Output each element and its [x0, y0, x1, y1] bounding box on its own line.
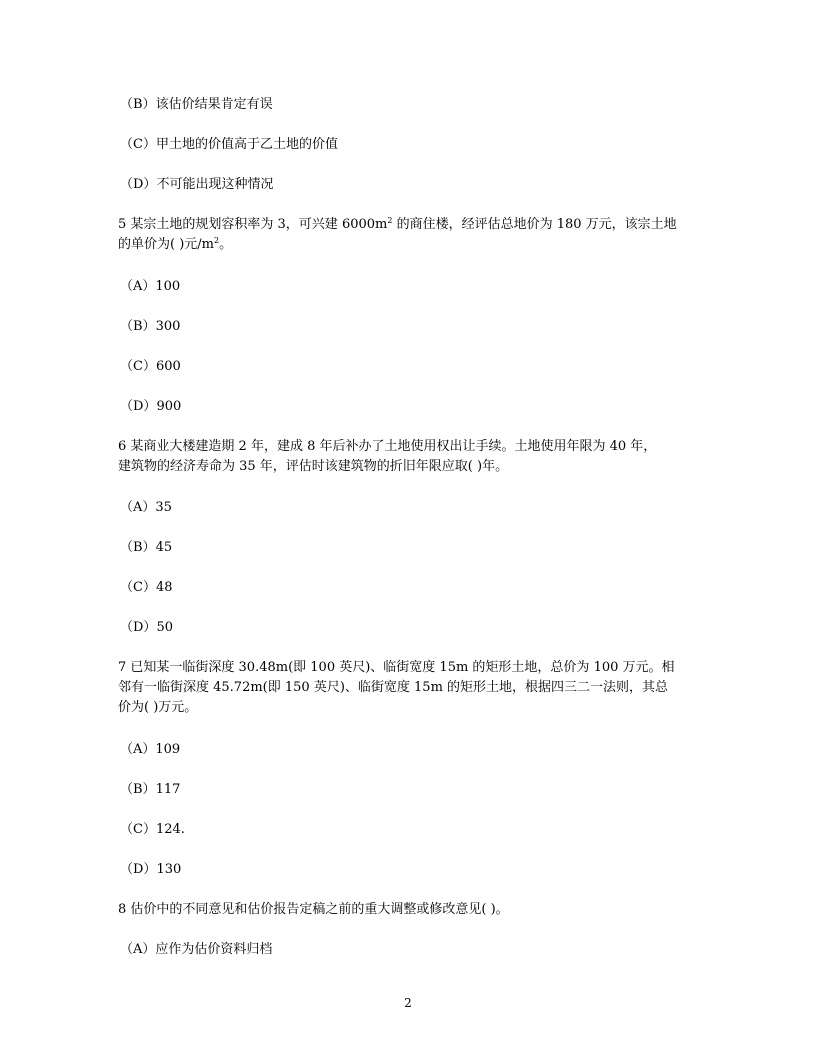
q7-option-a — [120, 740, 180, 760]
q7-stem-line-2: 邻有一临街深度 45.72m(即 150 英尺)、临街宽度 15m 的矩形土地，根据四三二一法则，其总 — [118, 680, 669, 695]
option-label: （A） — [120, 500, 156, 515]
option-text: 该估价结果肯定有误 — [155, 97, 273, 112]
q7-option-d — [120, 860, 181, 880]
q7-stem-line-3: 价为( )万元。 — [118, 700, 198, 715]
q6-option-b — [120, 538, 172, 558]
q6-stem — [118, 437, 698, 477]
option-label: （A） — [120, 942, 156, 957]
q8-stem-line-1: 8 估价中的不同意见和估价报告定稿之前的重大调整或修改意见( )。 — [118, 902, 509, 917]
option-label: （B） — [120, 782, 156, 797]
option-text: 300 — [155, 319, 181, 334]
option-text: 109 — [155, 742, 181, 757]
option-label: （D） — [120, 862, 157, 877]
q7-stem — [118, 658, 698, 718]
q5-text: 。 — [219, 237, 233, 252]
q7-option-c — [120, 820, 185, 840]
option-text: 不可能出现这种情况 — [156, 177, 274, 192]
option-text: 35 — [155, 500, 172, 515]
option-label: （C） — [120, 359, 156, 374]
option-label: （A） — [120, 742, 156, 757]
q4-option-b — [120, 95, 273, 115]
q6-option-c — [120, 578, 173, 598]
q5-text: 的商住楼，经评估总地价为 180 万元，该宗土地 — [392, 217, 677, 232]
option-text: 900 — [156, 399, 182, 414]
option-text: 48 — [155, 580, 173, 595]
option-text: 甲土地的价值高于乙土地的价值 — [155, 137, 338, 152]
option-text: 50 — [156, 620, 173, 635]
option-label: （B） — [120, 97, 156, 112]
q5-stem-line-1 — [118, 215, 698, 235]
option-text: 45 — [155, 540, 173, 555]
option-label: （D） — [120, 620, 157, 635]
q6-option-a — [120, 498, 172, 518]
superscript: 2 — [213, 236, 220, 245]
option-text: 124. — [155, 822, 185, 837]
q8-stem — [118, 900, 698, 920]
option-label: （C） — [120, 822, 156, 837]
q5-text: 5 某宗土地的规划容积率为 3，可兴建 6000m — [118, 217, 388, 232]
q5-option-a — [120, 277, 180, 297]
q4-option-d — [120, 175, 273, 195]
option-label: （B） — [120, 540, 156, 555]
option-text: 117 — [155, 782, 181, 797]
q7-option-b — [120, 780, 180, 800]
option-text: 应作为估价资料归档 — [155, 942, 273, 957]
q6-option-d — [120, 618, 173, 638]
q5-option-b — [120, 317, 180, 337]
option-label: （C） — [120, 137, 156, 152]
option-text: 100 — [155, 279, 181, 294]
page-number: 2 — [404, 996, 412, 1010]
q5-option-c — [120, 357, 181, 377]
option-label: （C） — [120, 580, 156, 595]
q8-option-a — [120, 940, 272, 960]
option-label: （B） — [120, 319, 156, 334]
q5-stem — [118, 215, 698, 255]
q4-option-c — [120, 135, 338, 155]
option-text: 130 — [156, 862, 182, 877]
option-text: 600 — [155, 359, 181, 374]
option-label: （D） — [120, 399, 157, 414]
q5-text: 的单价为( )元/m — [118, 237, 214, 252]
option-label: （A） — [120, 279, 156, 294]
q6-stem-line-2: 建筑物的经济寿命为 35 年，评估时该建筑物的折旧年限应取( )年。 — [118, 459, 509, 474]
q7-stem-line-1: 7 已知某一临街深度 30.48m(即 100 英尺)、临街宽度 15m 的矩形土地，总价为 100 万元。相 — [118, 660, 675, 675]
q5-stem-line-2 — [118, 235, 698, 255]
superscript: 2 — [387, 216, 393, 225]
q5-option-d — [120, 397, 181, 417]
option-label: （D） — [120, 177, 157, 192]
q6-stem-line-1: 6 某商业大楼建造期 2 年，建成 8 年后补办了土地使用权出让手续。土地使用年限为 40 年， — [118, 439, 657, 454]
